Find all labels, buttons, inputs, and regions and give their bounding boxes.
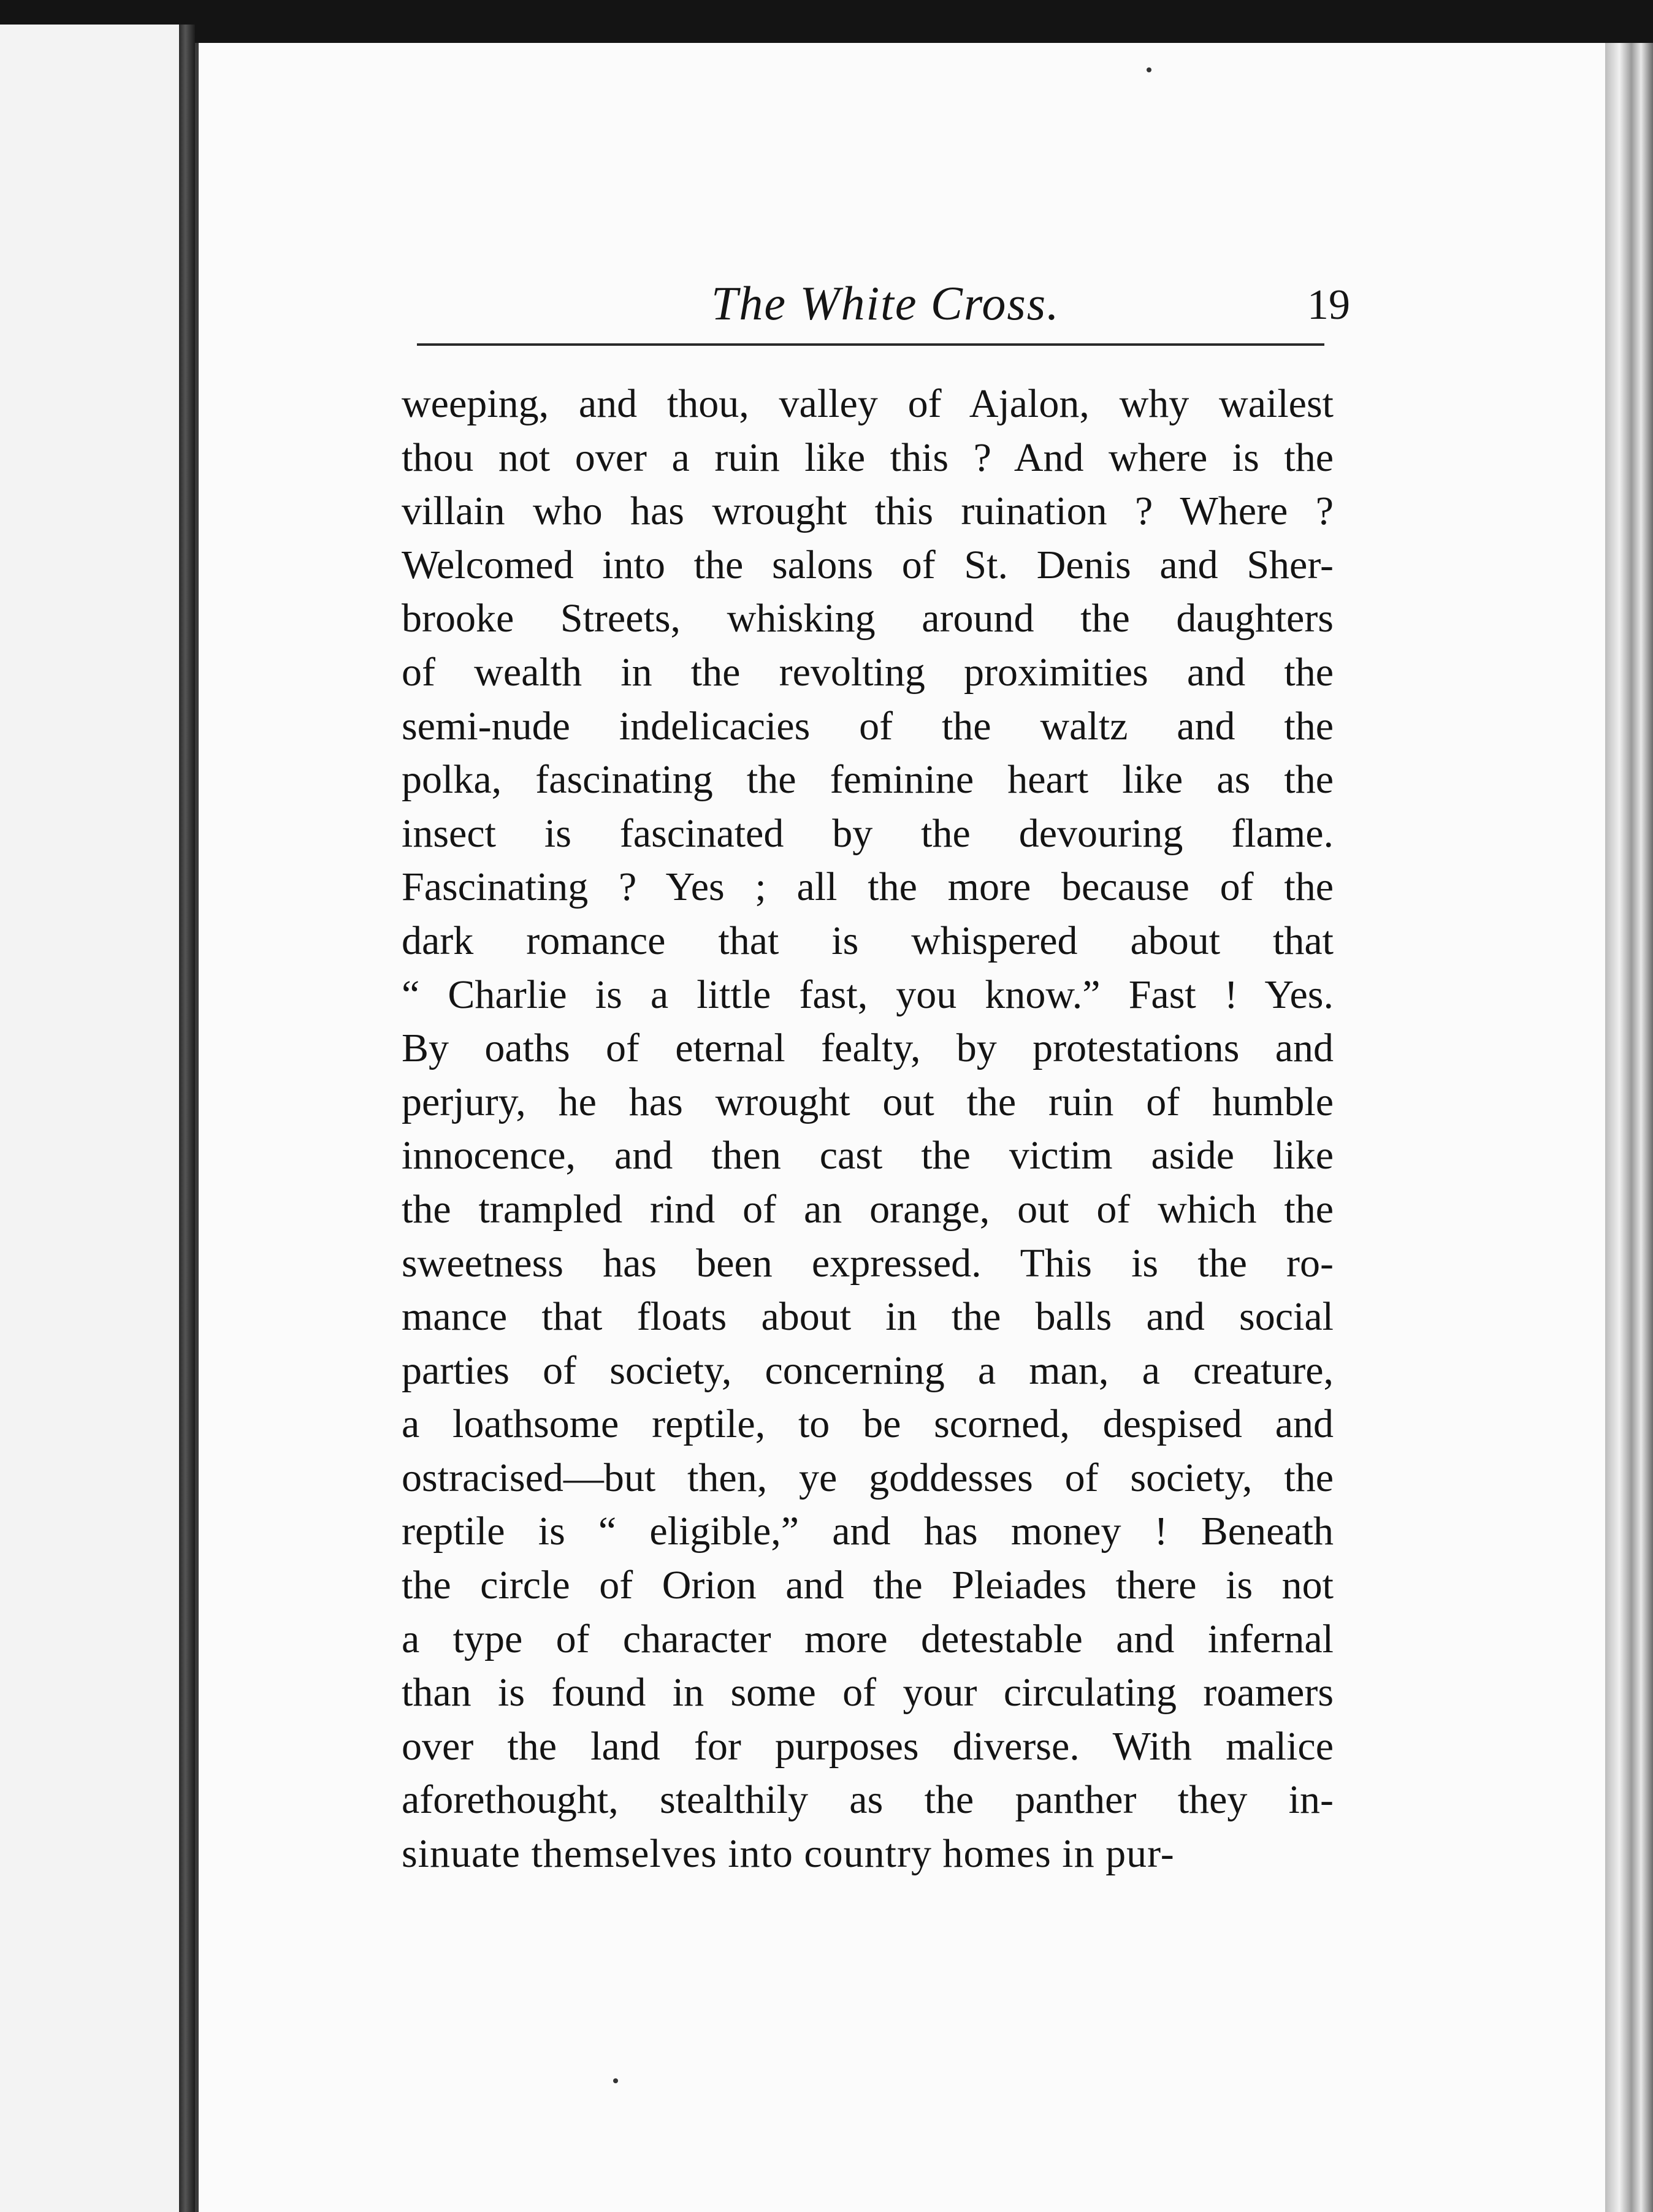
text-line: reptile is “ eligible,” and has money ! Beneath xyxy=(402,1509,1334,1554)
text-line: By oaths of eternal fealty, by protestations and xyxy=(402,1026,1334,1071)
header-rule xyxy=(417,343,1324,346)
text-line: sweetness has been expressed. This is the ro- xyxy=(402,1240,1334,1286)
text-line: parties of society, concerning a man, a creature, xyxy=(402,1348,1334,1393)
text-line: semi-nude indelicacies of the waltz and the xyxy=(402,703,1334,749)
text-line: a loathsome reptile, to be scorned, despised and xyxy=(402,1402,1334,1447)
text-line: over the land for purposes diverse. With malice xyxy=(402,1723,1334,1769)
text-line: thou not over a ruin like this ? And where is the xyxy=(402,435,1334,480)
text-line: the trampled rind of an orange, out of which the xyxy=(402,1186,1334,1232)
text-line: insect is fascinated by the devouring flame. xyxy=(402,810,1334,856)
text-line: innocence, and then cast the victim aside like xyxy=(402,1133,1334,1178)
book-gutter xyxy=(179,25,195,2212)
text-line: villain who has wrought this ruination ? Where ? xyxy=(402,489,1334,534)
text-line: mance that floats about in the balls and social xyxy=(402,1294,1334,1340)
text-line: dark romance that is whispered about that xyxy=(402,918,1334,963)
text-line: weeping, and thou, valley of Ajalon, why wailest xyxy=(402,381,1334,426)
text-line: ostracised—but then, ye goddesses of society, the xyxy=(402,1455,1334,1500)
text-line: aforethought, stealthily as the panther they in- xyxy=(402,1777,1334,1823)
body-text xyxy=(402,377,1334,1881)
text-line: a type of character more detestable and infernal xyxy=(402,1616,1334,1661)
text-line: Welcomed into the salons of St. Denis and Sher- xyxy=(402,542,1334,587)
scan-speck xyxy=(613,2078,618,2083)
running-title: The White Cross. xyxy=(711,276,1060,330)
text-line: brooke Streets, whisking around the daughters xyxy=(402,596,1334,641)
scan-speck xyxy=(1147,67,1151,72)
page-number: 19 xyxy=(1307,281,1350,329)
text-line: than is found in some of your circulating roamers xyxy=(402,1670,1334,1715)
page-edge xyxy=(1605,43,1653,2212)
text-line: Fascinating ? Yes ; all the more because of the xyxy=(402,864,1334,910)
left-page xyxy=(0,25,179,2212)
text-line: polka, fascinating the feminine heart like as the xyxy=(402,757,1334,803)
text-line: the circle of Orion and the Pleiades there is not xyxy=(402,1563,1334,1608)
text-line: of wealth in the revolting proximities and the xyxy=(402,649,1334,695)
text-line: perjury, he has wrought out the ruin of humble xyxy=(402,1079,1334,1124)
text-line: “ Charlie is a little fast, you know.” Fast ! Yes. xyxy=(402,972,1334,1017)
running-head xyxy=(638,270,1361,343)
text-line: sinuate themselves into country homes in pur- xyxy=(402,1831,1175,1877)
